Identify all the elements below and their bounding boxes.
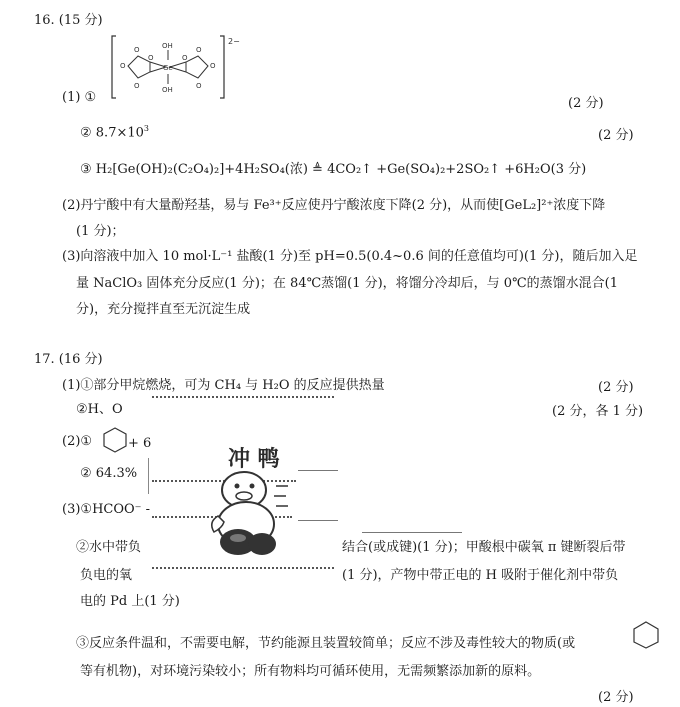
obscured-line (148, 458, 149, 494)
germanium-complex-structure (108, 30, 248, 104)
q17-header: 17. (16 分) (34, 352, 103, 367)
complex-charge: 2− (228, 37, 240, 46)
q17-line3-tail: + 6 (128, 436, 152, 451)
q17-line3-label: (2)① (62, 434, 93, 449)
q16-q3-line1: (3)向溶液中加入 10 mol·L⁻¹ 盐酸(1 分)至 pH=0.5(0.4~0.6 间的任意值均可)(1 分)，随后加入足 (62, 249, 638, 264)
rule-line (298, 470, 338, 471)
q17-line6b: 结合(或成键)(1 分)；甲酸根中碳氧 π 键断裂后带 (342, 540, 626, 555)
oh-label-bottom: OH (162, 86, 173, 94)
q17-line10: 等有机物)，对环境污染较小；所有物料均可循环使用，无需频繁添加新的原料。 (80, 664, 541, 679)
q17-line7b: (1 分)，产物中带正电的 H 吸附于催化剂中带负 (342, 568, 619, 583)
q16-q3-line3: 分)，充分搅拌直至无沉淀生成 (76, 302, 251, 317)
benzene-ring-icon (632, 620, 660, 650)
q17-final-score: (2 分) (598, 690, 634, 705)
q17-line5: (3)①HCOO⁻ - (62, 502, 151, 517)
q16-part2-answer: ② $8.7\times 10^3$ (80, 124, 149, 141)
q16-q2-line2: (1 分)； (76, 224, 125, 239)
duck-mascot-sticker (200, 466, 290, 562)
q17-line1-score: (2 分) (598, 380, 634, 395)
q17-line9: ③反应条件温和，不需要电解，节约能源且装置较简单；反应不涉及毒性较大的物质(或 (76, 636, 576, 651)
q16-part3-equation: ③ H₂[Ge(OH)₂(C₂O₄)₂]+4H₂SO₄(浓) ≜ 4CO₂↑ +Ge(SO₄)₂+2SO₂↑ +6H₂O(3 分) (80, 162, 587, 177)
svg-text:O: O (134, 82, 140, 90)
q17-line1: (1)①部分甲烷燃烧，可为 CH₄ 与 H₂O 的反应提供热量 (62, 378, 385, 393)
svg-text:O: O (134, 46, 140, 54)
svg-text:O: O (182, 54, 188, 62)
q17-line8: 电的 Pd 上(1 分) (80, 594, 180, 609)
svg-text:O: O (148, 54, 154, 62)
q17-line6a: ②水中带负 (76, 540, 142, 555)
q16-part1-label: (1) ① (62, 90, 97, 105)
mascot-caption: 冲 鸭 (228, 447, 280, 472)
oh-label-top: OH (162, 42, 173, 50)
dotted-leader (152, 567, 334, 569)
q16-part1-score: (2 分) (568, 96, 604, 111)
cyclohexene-icon (102, 426, 128, 454)
svg-text:O: O (196, 82, 202, 90)
ge-label: Ge (163, 64, 173, 72)
q16-part2-score: (2 分) (598, 128, 634, 143)
rule-line (362, 532, 462, 533)
q16-header: 16. (15 分) (34, 13, 103, 28)
svg-text:O: O (210, 62, 216, 70)
q17-line7a: 负电的氧 (80, 568, 133, 583)
dotted-leader (152, 396, 334, 398)
q16-q3-line2: 量 NaClO₃ 固体充分反应(1 分)；在 84℃蒸馏(1 分)，将馏分冷却后，与 0℃的蒸馏水混合(1 (76, 276, 618, 291)
q17-line2: ②H、O (76, 402, 123, 417)
q16-q2-line1: (2)丹宁酸中有大量酚羟基，易与 Fe³⁺反应使丹宁酸浓度下降(2 分)，从而使[GeL₂]²⁺浓度下降 (62, 198, 606, 213)
svg-text:O: O (120, 62, 126, 70)
q17-line2-score: (2 分，各 1 分) (552, 404, 644, 419)
rule-line (298, 520, 338, 521)
q17-line4: ② 64.3% (80, 466, 138, 481)
svg-text:O: O (196, 46, 202, 54)
